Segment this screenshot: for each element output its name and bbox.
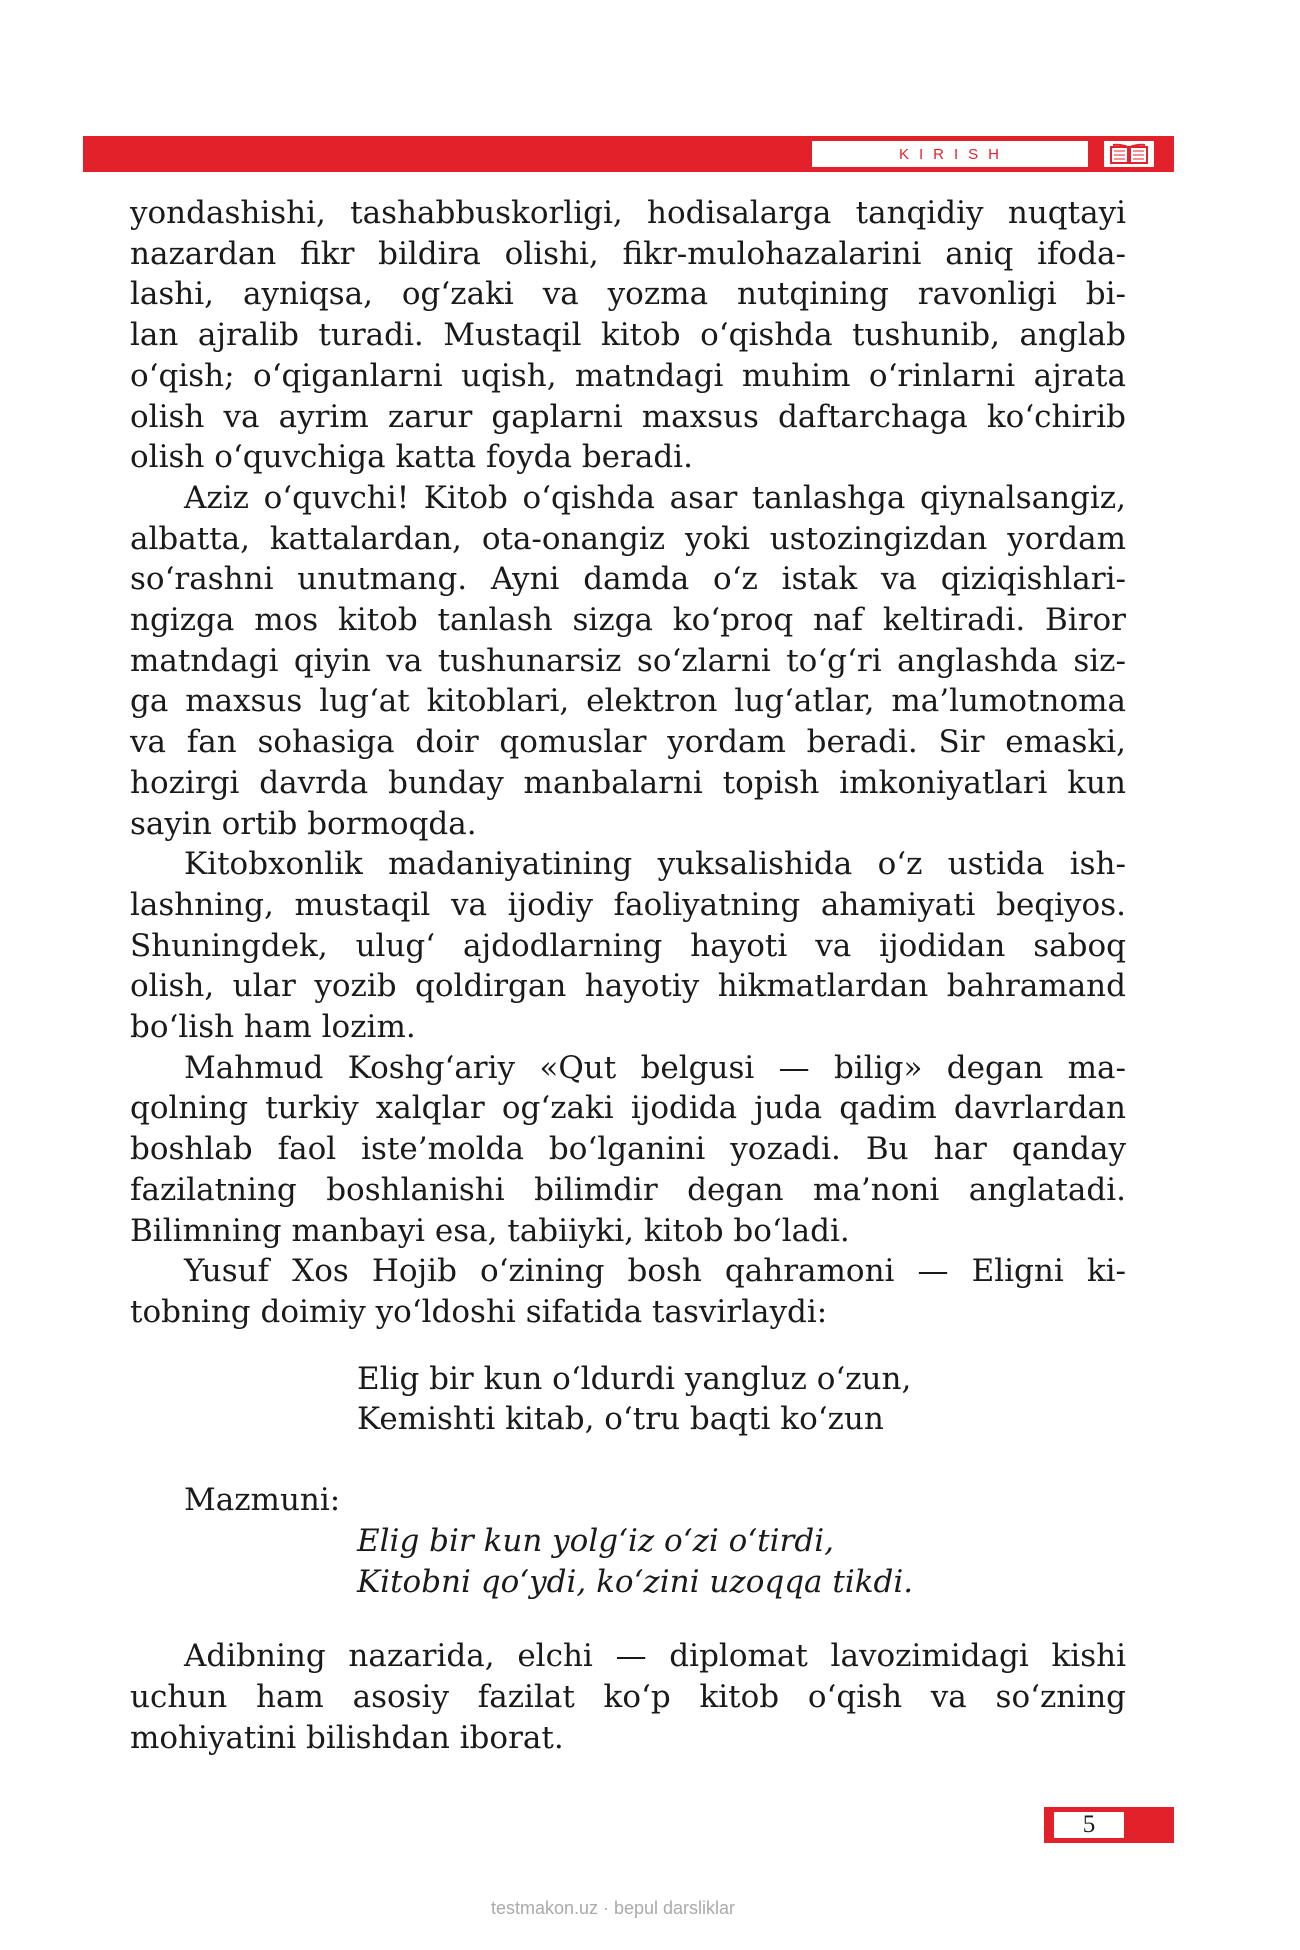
text-line: Kitobxonlik madaniyatining yuksalishida o‘z ustida ish- — [184, 846, 1126, 883]
open-book-icon — [1104, 141, 1154, 167]
text-line: mohiyatini bilishdan iborat. — [130, 1719, 564, 1756]
page-number: 5 — [1054, 1812, 1124, 1838]
section-title: KIRISH — [812, 141, 1088, 167]
text-line: olish va ayrim zarur gaplarni maxsus daftarchaga ko‘chirib — [130, 398, 1126, 435]
text-line: Bilimning manbayi esa, tabiiyki, kitob bo‘ladi. — [130, 1212, 850, 1249]
text-line: lashning, mustaqil va ijodiy faoliyatning ahamiyati beqiyos. — [130, 886, 1126, 923]
text-line: yondashishi, tashabbuskorligi, hodisalarga tanqidiy nuqtayi — [130, 195, 1126, 231]
text-line: matndagi qiyin va tushunarsiz so‘zlarni to‘g‘ri anglashda siz- — [130, 642, 1126, 679]
paragraph-1 — [130, 193, 1126, 478]
text-line: albatta, kattalardan, ota-onangiz yoki ustozingizdan yordam — [130, 520, 1126, 557]
text-line: tobning doimiy yo‘ldoshi sifatida tasvirlaydi: — [130, 1293, 828, 1330]
text-line: ngizga mos kitob tanlash sizga ko‘proq naf keltiradi. Biror — [130, 602, 1126, 639]
text-line: Yusuf Xos Hojib o‘zining bosh qahramoni — Eligni ki- — [184, 1253, 1126, 1290]
meaning-label: Mazmuni: — [184, 1482, 341, 1519]
verse-translation — [130, 1521, 1126, 1602]
paragraph-6 — [130, 1636, 1126, 1758]
text-line: ga maxsus lug‘at kitoblari, elektron lug‘atlar, ma’lumotnoma — [130, 683, 1126, 720]
paragraph-5 — [130, 1251, 1126, 1332]
text-line: va fan sohasiga doir qomuslar yordam beradi. Sir emaski, — [130, 724, 1126, 761]
text-line: bo‘lish ham lozim. — [130, 1009, 416, 1046]
text-line: so‘rashni unutmang. Ayni damda o‘z istak va qiziqishlari- — [130, 561, 1126, 598]
verse-original — [130, 1359, 1126, 1440]
text-line: uchun ham asosiy fazilat ko‘p kitob o‘qish va so‘zning — [130, 1678, 1126, 1715]
verse-line: Kemishti kitab, o‘tru baqti ko‘zun — [357, 1401, 884, 1438]
text-line: olish o‘quvchiga katta foyda beradi. — [130, 439, 693, 476]
verse-line: Elig bir kun yolg‘iz o‘zi o‘tirdi, — [357, 1522, 834, 1559]
paragraph-3 — [130, 844, 1126, 1048]
text-line: nazardan fikr bildira olishi, fikr-mulohazalarini aniq ifoda- — [130, 235, 1126, 272]
text-line: Shuningdek, ulug‘ ajdodlarning hayoti va ijodidan saboq — [130, 927, 1126, 964]
paragraph-2 — [130, 478, 1126, 844]
text-line: Adibning nazarida, elchi — diplomat lavozimidagi kishi — [184, 1638, 1126, 1675]
text-line: Mahmud Koshg‘ariy «Qut belgusi — bilig» degan ma- — [184, 1049, 1126, 1086]
text-line: hozirgi davrda bunday manbalarni topish imkoniyatlari kun — [130, 764, 1126, 801]
text-line: lashi, ayniqsa, og‘zaki va yozma nutqining ravonligi bi- — [130, 276, 1126, 313]
text-line: sayin ortib bormoqda. — [130, 805, 477, 842]
text-line: lan ajralib turadi. Mustaqil kitob o‘qishda tushunib, anglab — [130, 317, 1126, 354]
text-line: Aziz o‘quvchi! Kitob o‘qishda asar tanlashga qiynalsangiz, — [184, 479, 1126, 516]
text-line: qolning turkiy xalqlar og‘zaki ijodida juda qadim davrlardan — [130, 1090, 1126, 1127]
page-body — [130, 193, 1126, 1758]
text-line: boshlab faol iste’molda bo‘lganini yozadi. Bu har qanday — [130, 1131, 1126, 1168]
verse-line: Elig bir kun o‘ldurdi yangluz o‘zun, — [357, 1360, 912, 1397]
paragraph-4 — [130, 1048, 1126, 1252]
text-line: fazilatning boshlanishi bilimdir degan ma’noni anglatadi. — [130, 1171, 1126, 1208]
text-line: olish, ular yozib qoldirgan hayotiy hikmatlardan bahramand — [130, 968, 1126, 1005]
text-line: o‘qish; o‘qiganlarni uqish, matndagi muhim o‘rinlarni ajrata — [130, 357, 1126, 394]
footer-watermark: testmakon.uz · bepul darsliklar — [490, 1898, 736, 1918]
verse-line: Kitobni qo‘ydi, ko‘zini uzoqqa tikdi. — [357, 1563, 914, 1600]
